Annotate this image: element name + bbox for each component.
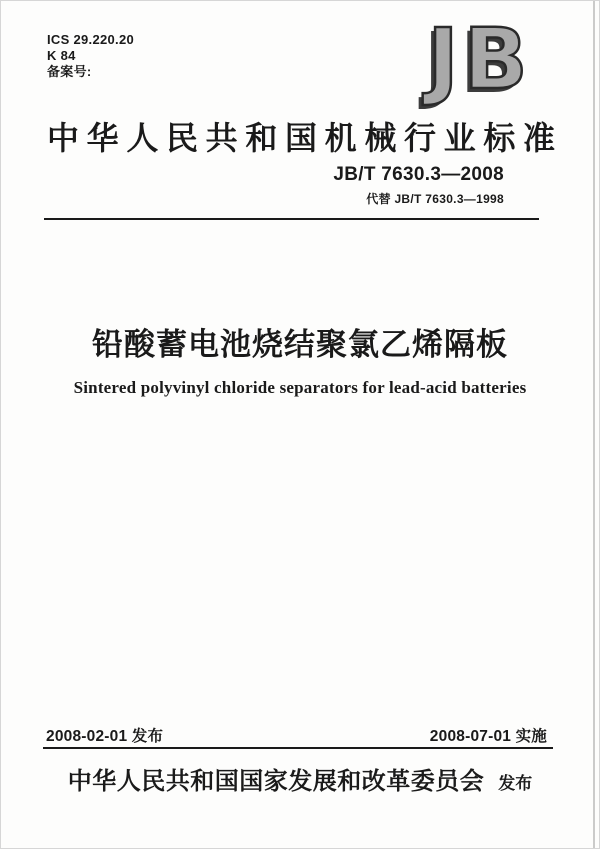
document-title-english: Sintered polyvinyl chloride separators for lead-acid batteries xyxy=(73,378,527,397)
standard-number-block xyxy=(333,164,504,207)
publish-label: 发布 xyxy=(498,774,533,793)
jb-logo: JB xyxy=(427,10,533,108)
issuer-row xyxy=(1,761,599,796)
issuer-name: 中华人民共和国国家发展和改革委员会 xyxy=(67,768,485,795)
classification-code: K 84 xyxy=(47,48,76,63)
issue-date: 2008-02-01 发布 xyxy=(46,728,164,745)
replaced-standard: 代替 JB/T 7630.3—1998 xyxy=(366,192,504,206)
ics-code: ICS 29.220.20 xyxy=(47,32,135,47)
standard-category-title: 中华人民共和国机械行业标准 xyxy=(47,120,555,156)
scan-edge-line xyxy=(593,1,595,848)
record-number-label: 备案号: xyxy=(47,64,92,79)
standard-number: JB/T 7630.3—2008 xyxy=(333,164,504,185)
implement-date: 2008-07-01 实施 xyxy=(429,728,547,745)
dates-row xyxy=(46,724,547,746)
header-rule xyxy=(44,218,539,220)
footer-rule xyxy=(43,747,553,749)
meta-block xyxy=(47,32,134,80)
document-title-chinese: 铅酸蓄电池烧结聚氯乙烯隔板 xyxy=(92,327,508,362)
